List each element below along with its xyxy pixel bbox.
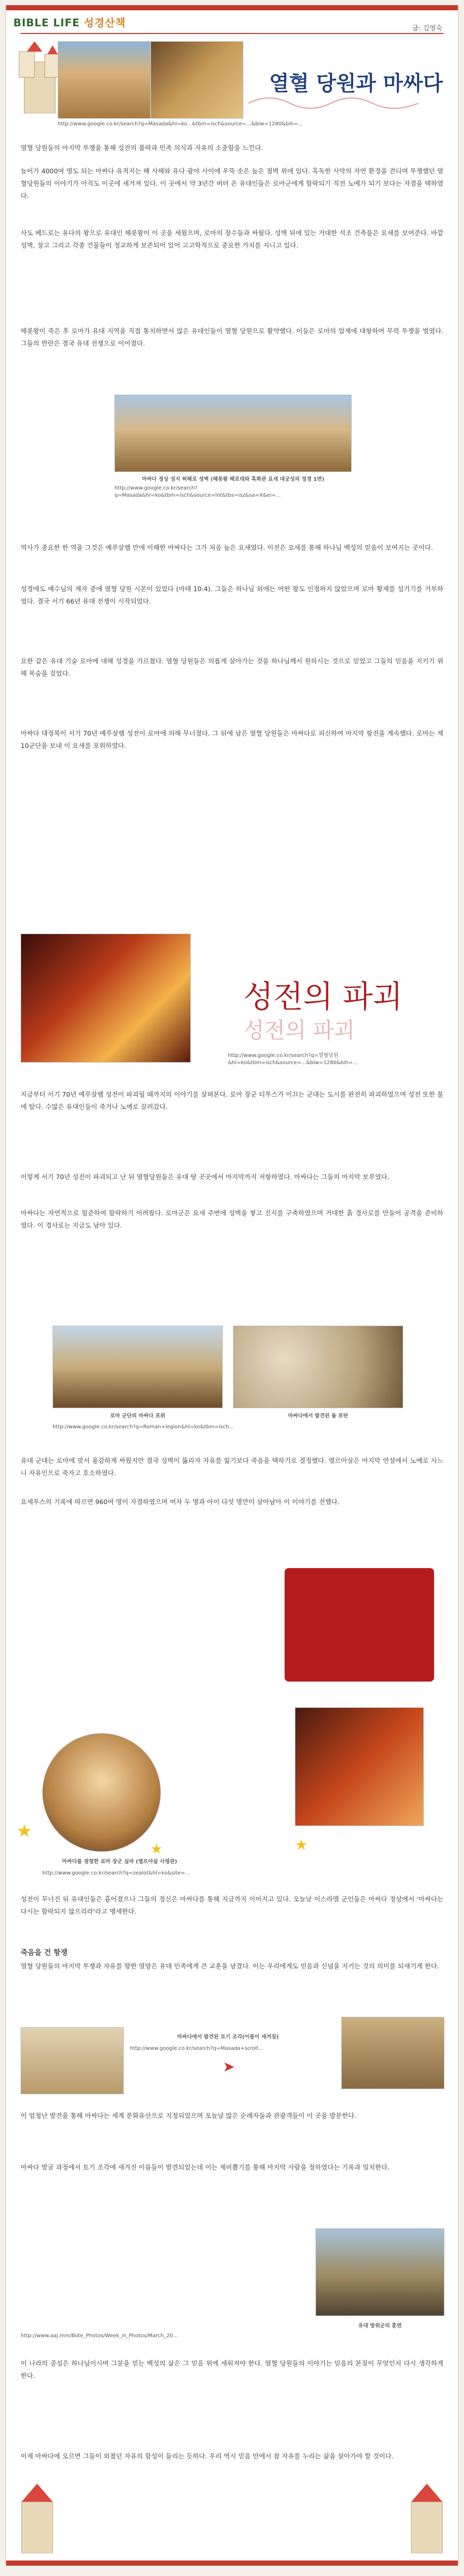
stone-balls-photo xyxy=(233,1326,403,1408)
paragraph: 성경에도 예수님의 제자 중에 열혈 당원 시몬이 있었다 (마태 10:4). 그들은 하나님 외에는 어떤 왕도 인정하지 않았으며 로마 황제를 섬기기를 거부하였다. 결국 서기 66년 유대 전쟁이 시작되었다. xyxy=(21,585,443,605)
logo-main: BIBLE LIFE xyxy=(13,17,80,29)
pottery-shards-photo xyxy=(21,2027,124,2094)
paragraph: 늘어가 4000여 명도 되는 마싸다 유적지는 해 사해와 유다 광야 사이에 우뚝 솟은 높은 절벽 위에 있다. 혹독한 사막의 자연 환경을 견디며 투쟁했던 열혈당원들의 이야기가 아직도 이곳에 새겨져 있다. 이 곳에서 약 3년간 버텨 온 유대인들은 로마군에게 함락되기 직전 노예가 되기 보다는 자결을 택하였다. xyxy=(21,167,443,200)
paragraph: 이제 마싸다에 오르면 그들이 외쳤던 자유의 함성이 들리는 듯하다. 우리 역시 믿음 안에서 참 자유를 누리는 삶을 살아가야 할 것이다. xyxy=(21,2452,394,2460)
zealot-source: http://www.google.co.kr/search?q=zealot&hl=ko&site=... xyxy=(42,1870,190,1876)
castle-icon xyxy=(16,41,63,113)
zealot-portrait-photo xyxy=(295,1707,424,1826)
logo xyxy=(13,14,126,29)
masada-ruins-photo xyxy=(114,395,352,472)
zealot-caption: 마싸다를 점령한 로마 장군 실바 (엘르아살 사령관) xyxy=(62,1859,177,1865)
paragraph: 요한 같은 유대 기술 로마에 대해 성경을 가르쳤다. 열혈 당원들은 의롭게 살아가는 것을 하나님께서 원하시는 것으로 믿었고 그들의 믿음을 지키기 위해 목숨을 걸었다. xyxy=(21,657,443,677)
soldiers-training-photo xyxy=(316,2228,444,2316)
paragraph: 헤롯왕이 죽은 후 로마가 유대 지역을 직접 통치하면서 많은 유대인들이 열혈 당원으로 활약했다. 이들은 로마의 압제에 대항하여 무력 투쟁을 벌였다. 그들의 반란은 결국 유대 전쟁으로 이어졌다. xyxy=(21,327,443,347)
masada-source: http://www.google.co.kr/search?q=Masada&hl=ko&tbm=isch&source=lnt&tbs=isz&sa=X&ei=... xyxy=(114,485,281,498)
castle-icon xyxy=(16,2481,58,2553)
red-panel xyxy=(285,1568,434,1682)
temple-destruction-photo xyxy=(21,934,191,1063)
paragraph: 마싸다는 자연적으로 험준하여 함락하기 어려웠다. 로마군은 요새 주변에 성벽을 쌓고 진지를 구축하였으며 거대한 흙 경사로를 만들어 공격을 준비하였다. 이 경사로는 지금도 남아 있다. xyxy=(21,1209,443,1229)
page xyxy=(5,5,459,2566)
star-icon: ★ xyxy=(151,1841,163,1857)
scroll-source: http://www.google.co.kr/search?q=Masada+scroll... xyxy=(130,2046,263,2051)
star-icon: ★ xyxy=(295,1836,308,1853)
paragraph: 지금부터 서기 70년 예루살렘 성전이 파괴될 때까지의 이야기를 살펴본다. 로마 장군 티투스가 이끄는 군대는 도시를 완전히 파괴하였으며 성전 또한 불에 탔다. 수많은 유대인들이 죽거나 노예로 끌려갔다. xyxy=(21,1090,443,1111)
scroll-caption: 마싸다에서 발견된 토기 조각(이름이 새겨짐) xyxy=(177,2034,279,2040)
paragraph: 유대 군대는 로마에 맞서 용감하게 싸웠지만 결국 성벽이 뚫리자 자유를 잃기보다 죽음을 택하기로 결정했다. 엘르아살은 마지막 연설에서 노예로 사느니 자유인으로 죽자고 호소하였다. xyxy=(21,1457,443,1477)
roman-general-photo xyxy=(42,1733,161,1852)
paragraph: 요세푸스의 기록에 따르면 960여 명이 자결하였으며 여자 두 명과 아이 다섯 명만이 살아남아 이 이야기를 전했다. xyxy=(21,1498,340,1506)
bottom-border xyxy=(6,2561,458,2566)
logo-accent: 성경산책 xyxy=(84,17,126,29)
roman-army-photo xyxy=(53,1326,223,1408)
paragraph: 사도 베드로는 유다의 왕으로 유대인 헤롯왕이 이 곳을 세웠으며, 로마의 장수들과 싸웠다. 성벽 뒤에 있는 거대한 석조 건축물은 요새를 보여준다. 바깥 성벽, 창고 그리고 각종 건물들이 정교하게 보존되어 있어 고고학적으로 중요한 가치를 지니고 있다. xyxy=(21,229,443,249)
scrolls-subhead: 죽음을 건 항쟁 xyxy=(21,1949,68,1957)
paragraph: 이렇게 서기 70년 성전이 파괴되고 난 뒤 열혈당원들은 유대 땅 곳곳에서 마지막까지 저항하였다. 마싸다는 그들의 마지막 보루였다. xyxy=(21,1173,390,1181)
section-title-shadow: 성전의 파괴 xyxy=(243,1018,355,1043)
paragraph: 이 엄청난 발견을 통해 마싸다는 세계 문화유산으로 지정되었으며 오늘날 많은 순례자들과 관광객들이 이 곳을 방문한다. xyxy=(21,2112,357,2120)
header-bar xyxy=(21,33,443,34)
paragraph: 마싸다 발굴 과정에서 토기 조각에 새겨진 이름들이 발견되었는데 이는 제비뽑기를 통해 마지막 사람을 정하였다는 기록과 일치한다. xyxy=(21,2163,390,2171)
castle-icon xyxy=(406,2481,448,2553)
author: 글: 김영숙 xyxy=(412,25,442,32)
stones-caption: 마싸다에서 발견된 돌 포탄 xyxy=(288,1413,349,1419)
army-source: http://www.google.co.kr/search?q=Roman+legion&hl=ko&tbm=isch... xyxy=(53,1424,234,1430)
arrow-icon: ➤ xyxy=(223,2058,235,2075)
top-source: http://www.google.co.kr/search?q=Masada&hl=ko...&tbm=isch&source=...&biw=1280&bih=... xyxy=(58,121,303,127)
paragraph: 성전이 무너진 뒤 유대인들은 흩어졌으나 그들의 정신은 마싸다를 통해 지금까지 이어지고 있다. 오늘날 이스라엘 군인들은 마싸다 정상에서 '마싸다는 다시는 함락되지 않으리라'라고 맹세한다. xyxy=(21,1895,443,1915)
soldiers-source: http://www.aaj.mm/Bote_Photos/Week_in_Photos/March_20... xyxy=(21,2333,178,2339)
desert-camp-photo xyxy=(341,2017,444,2089)
paragraph: 역사가 중요한 한 역을 그것은 예루살렘 만에 이해한 마싸다는 그가 처음 높은 요새였다. 이전은 요새를 통해 하나님 백성의 믿음이 보여지는 곳이다. xyxy=(21,544,433,551)
main-title: 열혈 당원과 마싸다 xyxy=(269,72,443,95)
paragraph: 마싸다 대정복이 서기 70년 예루살렘 성전이 로마에 의해 무너졌다. 그 뒤에 남은 열혈 당원들은 마싸다로 피신하여 마지막 항전을 계속했다. 로마는 제10군단을 보내 이 요새를 포위하였다. xyxy=(21,729,443,749)
wave-decoration xyxy=(248,93,419,113)
army-caption: 로마 군단의 마싸다 포위 xyxy=(110,1413,165,1419)
soldiers-caption: 유대 방위군의 훈련 xyxy=(358,2323,402,2329)
masada-top-photo xyxy=(58,41,151,119)
paragraph: 이 나라의 중심은 하나님이시며 그분을 믿는 백성의 삶은 그 믿음 위에 세워져야 한다. 열혈 당원들의 이야기는 믿음의 본질이 무엇인지 다시 생각하게 한다. xyxy=(21,2359,443,2379)
zealot-painting-photo xyxy=(151,41,243,119)
masada-caption: 마싸다 정상 성지 허헤로 성벽 (헤롯왕 헤로데와 흑화관 요새 대궁성의 정경 1면) xyxy=(142,477,324,482)
top-border xyxy=(6,5,458,10)
temple-source: http://www.google.co.kr/search?q=열혈당원&hl=ko&tbm=isch&source=...&biw=1280&bih=... xyxy=(228,1053,358,1066)
paragraph: 열혈 당원들의 마지막 투쟁과 자유를 향한 열망은 유대 민족에게 큰 교훈을 남겼다. 이는 우리에게도 믿음과 신념을 지키는 것의 의미를 되새기게 한다. xyxy=(21,1962,439,1970)
paragraph: 열혈 당원들의 마지막 투쟁을 통해 성전의 몰락과 민족 의식과 자유의 소중함을 느낀다. xyxy=(21,144,263,152)
star-icon: ★ xyxy=(16,1821,32,1841)
section-title: 성전의 파괴 xyxy=(243,979,403,1015)
